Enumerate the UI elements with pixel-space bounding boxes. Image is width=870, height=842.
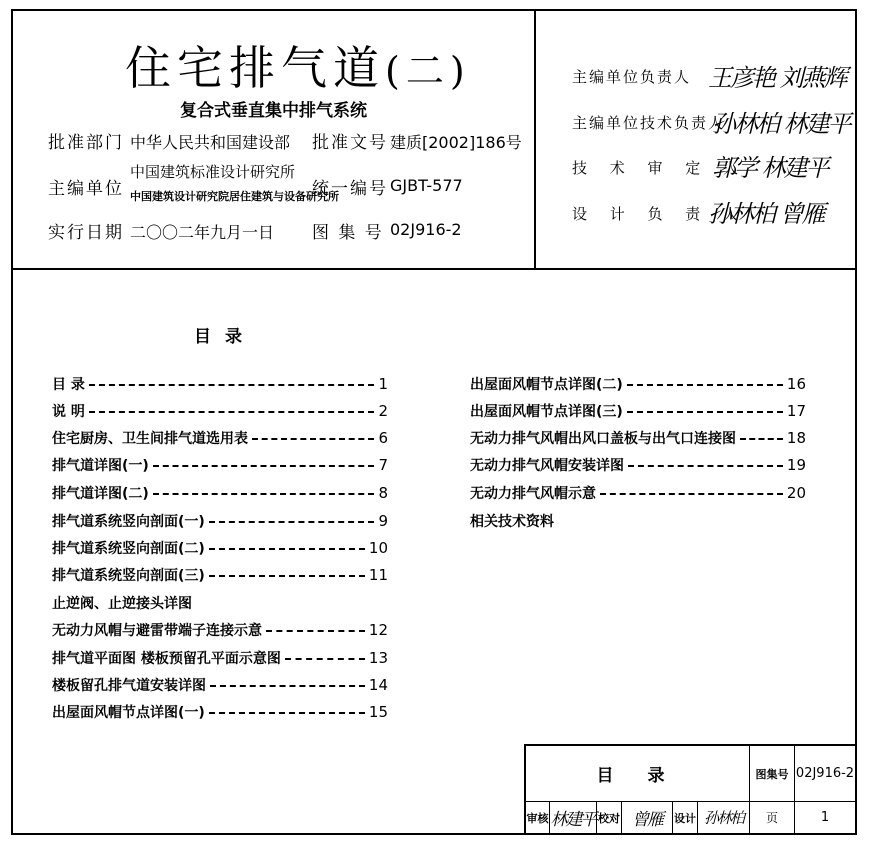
toc-item[interactable]: 止逆阀、止逆接头详图 bbox=[52, 596, 192, 612]
value-chief-unit-2: 中国建筑设计研究院居住建筑与设备研究所 bbox=[130, 190, 339, 203]
toc-item[interactable]: 相关技术资料 bbox=[470, 514, 554, 530]
toc-item[interactable]: 排气道系统竖向剖面(二) 10 bbox=[52, 539, 388, 557]
page-number: 1 bbox=[794, 801, 857, 835]
toc-item[interactable]: 说 明 2 bbox=[52, 402, 388, 420]
page-subtitle: 复合式垂直集中排气系统 bbox=[180, 101, 367, 121]
sig-role-review: 技 术 审 定 人 bbox=[572, 159, 748, 177]
design-label: 设计 bbox=[672, 801, 698, 835]
toc-item[interactable]: 楼板留孔排气道安装详图 14 bbox=[52, 676, 388, 694]
sig-review: 郭学 林建平 bbox=[712, 154, 828, 182]
sig-chief: 王彦艳 刘燕辉 bbox=[708, 64, 846, 92]
value-effective-date: 二〇〇二年九月一日 bbox=[130, 223, 275, 242]
value-atlas-no: 02J916-2 bbox=[390, 220, 462, 239]
label-unified-no: 统一编号 bbox=[312, 179, 388, 199]
toc-title: 目录 bbox=[194, 327, 256, 347]
label-approval-doc: 批准文号 bbox=[312, 133, 388, 153]
value-approval-doc: 建质[2002]186号 bbox=[390, 133, 522, 152]
label-chief-unit: 主编单位 bbox=[48, 179, 124, 199]
header-divider bbox=[11, 268, 857, 270]
toc-item[interactable]: 无动力排气风帽出风口盖板与出气口连接图 18 bbox=[470, 429, 806, 447]
toc-item[interactable]: 出屋面风帽节点详图(一) 15 bbox=[52, 703, 388, 721]
value-chief-unit-1: 中国建筑标准设计研究所 bbox=[130, 163, 296, 181]
toc-item[interactable]: 住宅厨房、卫生间排气道选用表 6 bbox=[52, 429, 388, 447]
design-sign: 孙林柏 bbox=[697, 801, 750, 835]
toc-item[interactable]: 排气道系统竖向剖面(三) 11 bbox=[52, 566, 388, 584]
toc-item[interactable]: 出屋面风帽节点详图(三) 17 bbox=[470, 402, 806, 420]
sig-role-chief: 主编单位负责人 bbox=[572, 68, 692, 86]
label-effective-date: 实行日期 bbox=[48, 223, 124, 243]
toc-item[interactable]: 出屋面风帽节点详图(二) 16 bbox=[470, 375, 806, 393]
sig-design: 孙林柏 曾雁 bbox=[708, 200, 824, 228]
page-label: 页 bbox=[749, 801, 795, 835]
toc-item[interactable]: 无动力风帽与避雷带端子连接示意 12 bbox=[52, 621, 388, 639]
sig-role-design: 设 计 负 责 人 bbox=[572, 205, 748, 223]
toc-item[interactable]: 目 录 1 bbox=[52, 375, 388, 393]
signature-divider bbox=[534, 9, 536, 269]
label-approval-dept: 批准部门 bbox=[48, 133, 124, 153]
review-label: 审核 bbox=[524, 801, 550, 835]
review-sign: 林建平 bbox=[549, 801, 597, 835]
page-title bbox=[125, 32, 471, 98]
toc-item[interactable]: 排气道系统竖向剖面(一) 9 bbox=[52, 512, 388, 530]
toc-item[interactable]: 排气道详图(一) 7 bbox=[52, 456, 388, 474]
sig-tech: 孙林柏 林建平 bbox=[712, 110, 850, 138]
title-block-atlas-no: 02J916-2 bbox=[794, 744, 857, 802]
title-block-atlas-label: 图集号 bbox=[749, 744, 795, 802]
label-atlas-no: 图 集 号 bbox=[312, 223, 384, 243]
title-block-name: 目 录 bbox=[524, 744, 750, 802]
toc-item[interactable]: 排气道详图(二) 8 bbox=[52, 484, 388, 502]
value-approval-dept: 中华人民共和国建设部 bbox=[130, 133, 291, 152]
check-sign: 曾雁 bbox=[621, 801, 673, 835]
title-suffix: (二) bbox=[385, 49, 471, 93]
toc-item[interactable]: 无动力排气风帽示意 20 bbox=[470, 484, 806, 502]
sig-role-tech: 主编单位技术负责人 bbox=[572, 114, 726, 132]
value-unified-no: GJBT-577 bbox=[390, 176, 463, 195]
title-main: 住宅排气道 bbox=[125, 41, 385, 95]
toc-item[interactable]: 排气道平面图 楼板预留孔平面示意图 13 bbox=[52, 649, 388, 667]
check-label: 校对 bbox=[596, 801, 622, 835]
toc-item[interactable]: 无动力排气风帽安装详图 19 bbox=[470, 456, 806, 474]
